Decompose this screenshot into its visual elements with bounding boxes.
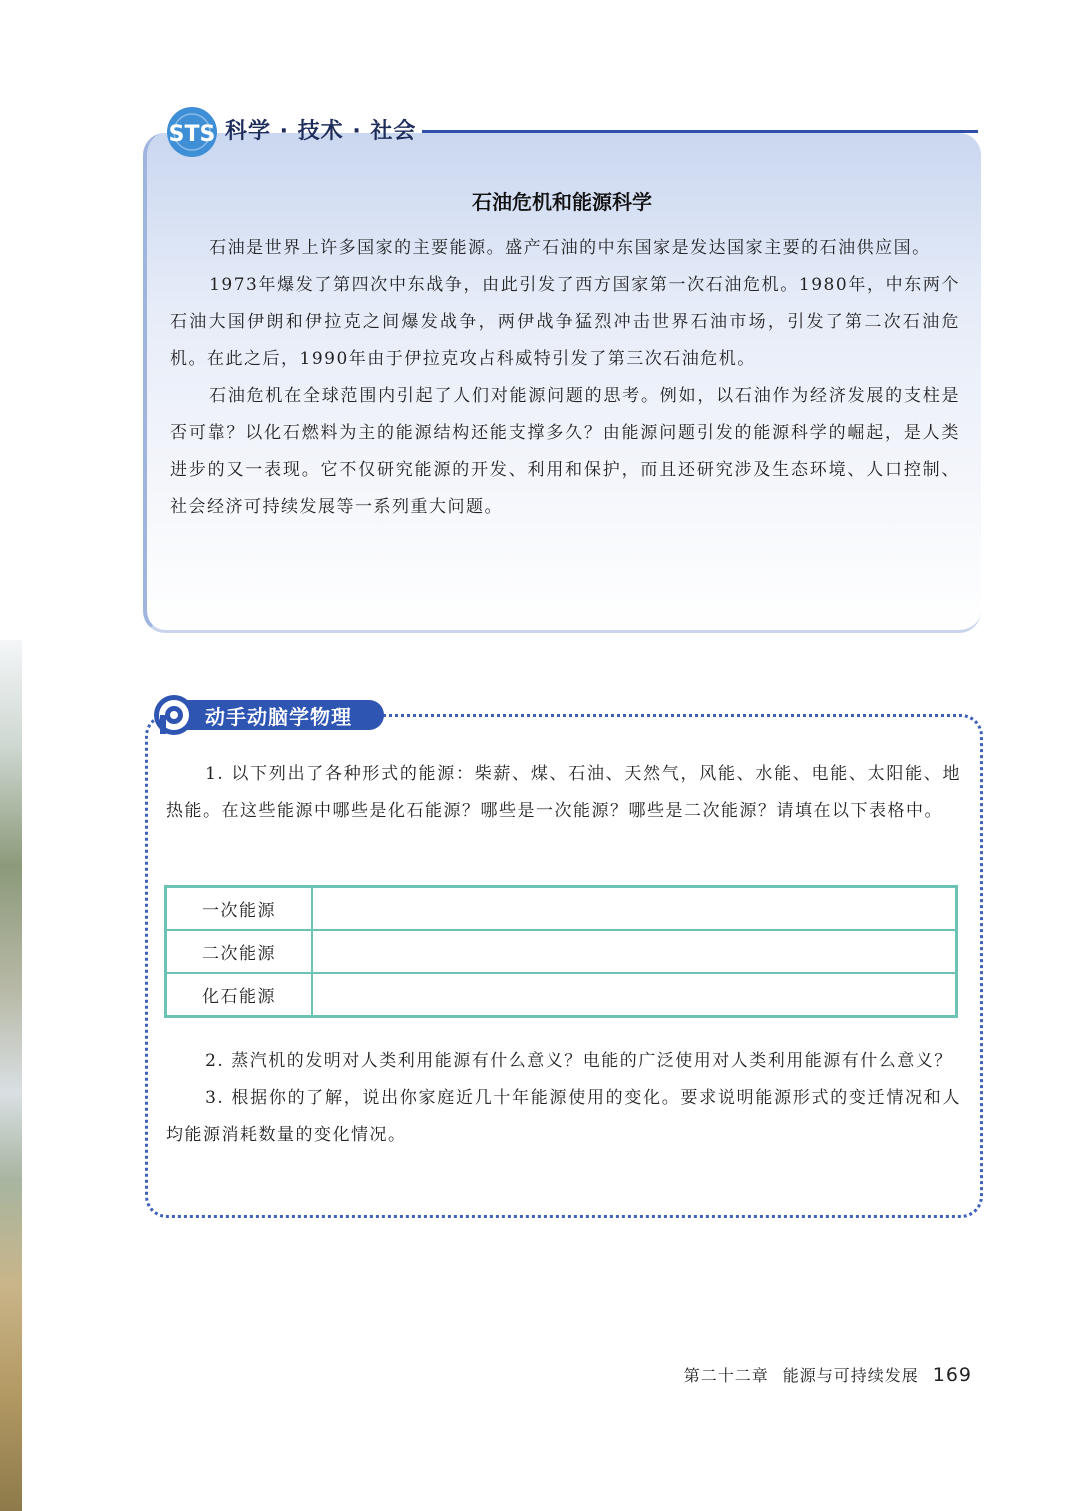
paragraph: 石油危机在全球范围内引起了人们对能源问题的思考。例如，以石油作为经济发展的支柱是否可靠？以化石燃料为主的能源结构还能支撑多久？由能源问题引发的能源科学的崛起，是人类进步的又一表现。它不仅研究能源的开发、利用和保护，而且还研究涉及生态环境、人口控制、社会经济可持续发展等一系列重大问题。 [170, 386, 960, 517]
svg-text:STS: STS [168, 122, 216, 147]
paragraph: 1973年爆发了第四次中东战争，由此引发了西方国家第一次石油危机。1980年，中东两个石油大国伊朗和伊拉克之间爆发战争，两伊战争猛烈冲击世界石油市场，引发了第二次石油危机。在此之后，1990年由于伊拉克攻占科威特引发了第三次石油危机。 [170, 275, 960, 369]
table-row [166, 930, 957, 973]
question-1 [166, 756, 961, 830]
page-footer [684, 1363, 972, 1386]
edge-photo-strip [0, 640, 22, 1511]
table-row [166, 973, 957, 1017]
row-label: 化石能源 [166, 973, 313, 1017]
answer-cell[interactable] [312, 973, 957, 1017]
chapter-number: 第二十二章 [683, 1366, 769, 1385]
row-label: 一次能源 [166, 887, 313, 931]
article-title: 石油危机和能源科学 [472, 190, 652, 214]
sts-heading: 科学 · 技术 · 社会 [225, 119, 417, 144]
energy-classification-table [164, 885, 958, 1018]
chapter-title: 能源与可持续发展 [782, 1366, 919, 1385]
answer-cell[interactable] [312, 887, 957, 931]
answer-cell[interactable] [312, 930, 957, 973]
question-2: 2. 蒸汽机的发明对人类利用能源有什么意义？电能的广泛使用对人类利用能源有什么意义？ [205, 1051, 953, 1071]
page-number: 169 [932, 1364, 972, 1386]
article-body [170, 230, 960, 526]
paragraph: 石油是世界上许多国家的主要能源。盛产石油的中东国家是发达国家主要的石油供应国。 [209, 238, 931, 258]
exercise-heading: 动手动脑学物理 [205, 705, 352, 729]
table-row [166, 887, 957, 931]
sts-logo-icon [163, 106, 221, 158]
row-label: 二次能源 [166, 930, 313, 973]
question-3: 3. 根据你的了解，说出你家庭近几十年能源使用的变化。要求说明能源形式的变迁情况和人均能源消耗数量的变化情况。 [166, 1088, 961, 1145]
questions-2-3 [166, 1043, 961, 1154]
question-text: 1. 以下列出了各种形式的能源：柴薪、煤、石油、天然气，风能、水能、电能、太阳能、地热能。在这些能源中哪些是化石能源？哪些是一次能源？哪些是二次能源？请填在以下表格中。 [166, 764, 961, 821]
sts-heading-rule [422, 130, 978, 133]
